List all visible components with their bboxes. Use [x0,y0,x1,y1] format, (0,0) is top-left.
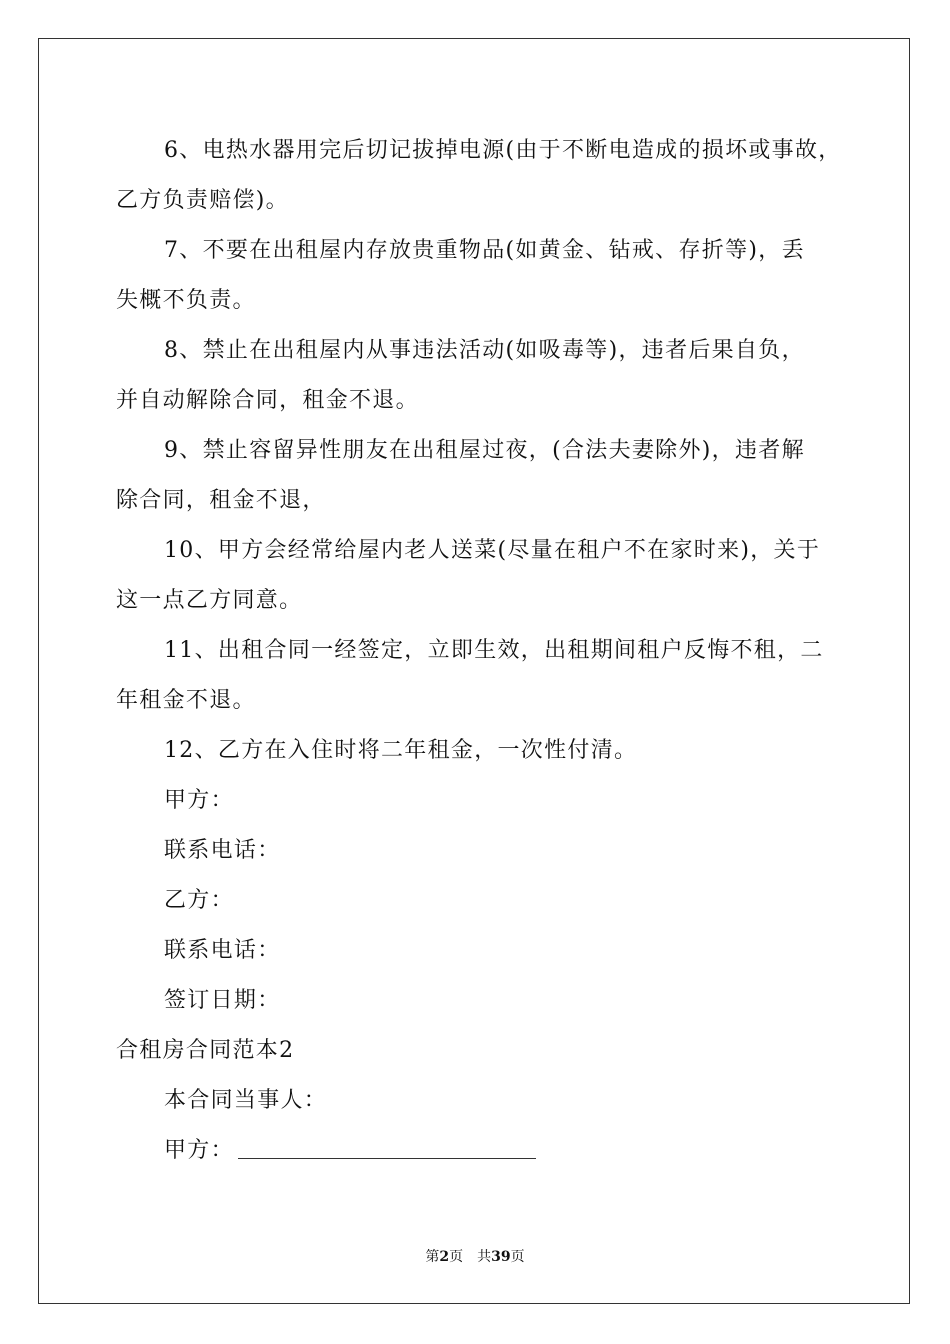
paragraph-line: 12、乙方在入住时将二年租金，一次性付清。 [164,738,638,763]
document-body [116,126,842,1176]
signature-party-b: 乙方： [164,888,234,913]
party-a-blank-line [238,1136,536,1159]
page-footer [0,1246,950,1266]
total-suffix: 页 [510,1249,525,1265]
paragraph-line: 7、不要在出租屋内存放贵重物品(如黄金、钻戒、存折等)，丢 [164,238,805,263]
paragraph-line: 6、电热水器用完后切记拔掉电源(由于不断电造成的损坏或事故， [164,138,842,163]
paragraph-line: 8、禁止在出租屋内从事违法活动(如吸毒等)，违者后果自负， [164,338,805,363]
total-pages: 39 [491,1249,511,1265]
paragraph-line: 10、甲方会经常给屋内老人送菜(尽量在租户不在家时来)，关于 [164,538,821,563]
party-a-row [116,1126,836,1176]
paragraph-line: 这一点乙方同意。 [116,588,303,613]
signature-date: 签订日期： [164,988,281,1013]
page-number: 2 [439,1249,450,1265]
party-a-label: 甲方： [164,1138,234,1163]
page-suffix: 页 [449,1249,464,1265]
paragraph-line: 失概不负责。 [116,288,256,313]
paragraph-line: 11、出租合同一经签定，立即生效，出租期间租户反悔不租，二 [164,638,824,663]
page-prefix: 第 [425,1249,440,1265]
total-prefix: 共 [477,1249,492,1265]
signature-phone-b: 联系电话： [164,938,281,963]
section-heading: 合租房合同范本2 [116,1038,295,1063]
paragraph-line: 年租金不退。 [116,688,256,713]
parties-intro: 本合同当事人： [164,1088,328,1113]
signature-phone-a: 联系电话： [164,838,281,863]
paragraph-line: 除合同，租金不退， [116,488,326,513]
signature-party-a: 甲方： [164,788,234,813]
paragraph-line: 9、禁止容留异性朋友在出租屋过夜，(合法夫妻除外)，违者解 [164,438,805,463]
paragraph-line: 乙方负责赔偿)。 [116,188,289,213]
paragraph-line: 并自动解除合同，租金不退。 [116,388,419,413]
